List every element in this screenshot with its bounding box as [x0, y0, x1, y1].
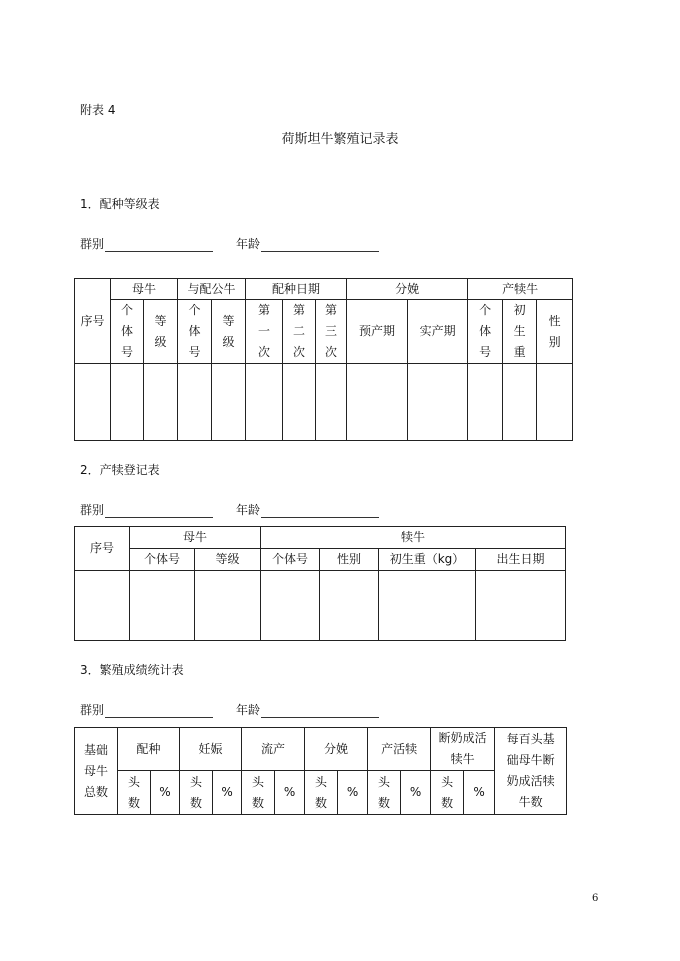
col-birth-weight: 初 生 重 [503, 300, 537, 364]
col-actual-date: 实产期 [408, 300, 468, 364]
group-label: 群别 [80, 237, 105, 251]
col-calf: 产犊牛 [468, 279, 573, 300]
col-pregnancy: 妊娠 [180, 728, 242, 771]
breeding-grade-table [74, 278, 573, 441]
page-title: 荷斯坦牛繁殖记录表 [281, 132, 399, 147]
col-weaned-pct: % [464, 771, 495, 815]
col-weaned-heads: 头 数 [431, 771, 464, 815]
section3-heading: 3．繁殖成绩统计表 [80, 663, 184, 677]
col-cow-grade: 等 级 [144, 300, 178, 364]
age-label: 年龄 [236, 703, 261, 717]
section3-age-field [236, 701, 379, 718]
table-row [75, 364, 573, 441]
section1-group-field [80, 235, 213, 252]
col-birth-weight: 初生重（kg） [379, 549, 476, 571]
col-bull-grade: 等 级 [212, 300, 246, 364]
col-cow-grade: 等级 [195, 549, 261, 571]
group-input-line[interactable] [105, 505, 213, 518]
section1-heading: 1．配种等级表 [80, 197, 160, 211]
col-cow: 母牛 [111, 279, 178, 300]
col-calf-sex: 性别 [320, 549, 379, 571]
col-mating-heads: 头 数 [118, 771, 151, 815]
col-birth-date: 出生日期 [476, 549, 566, 571]
page-number: 6 [592, 893, 599, 904]
age-input-line[interactable] [261, 505, 379, 518]
col-second-mating: 第 二 次 [283, 300, 316, 364]
col-calf: 犊牛 [261, 527, 566, 549]
col-third-mating: 第 三 次 [316, 300, 347, 364]
col-sex: 性 别 [537, 300, 573, 364]
col-live-calf: 产活犊 [368, 728, 431, 771]
calving-register-table [74, 526, 566, 641]
col-calving: 分娩 [347, 279, 468, 300]
age-label: 年龄 [236, 503, 261, 517]
col-seq: 序号 [75, 279, 111, 364]
col-base-cows: 基础 母牛 总数 [75, 728, 118, 815]
appendix-label: 附表 4 [80, 103, 116, 117]
col-pregnancy-pct: % [213, 771, 242, 815]
col-calf-id: 个 体 号 [468, 300, 503, 364]
section2-group-field [80, 501, 213, 518]
col-calving-pct: % [338, 771, 368, 815]
col-seq: 序号 [75, 527, 130, 571]
section3-group-field [80, 701, 213, 718]
col-weaned-calf: 断奶成活 犊牛 [431, 728, 495, 771]
col-mating: 配种 [118, 728, 180, 771]
col-bull: 与配公牛 [178, 279, 246, 300]
group-input-line[interactable] [105, 705, 213, 718]
col-cow-id: 个体号 [130, 549, 195, 571]
col-first-mating: 第 一 次 [246, 300, 283, 364]
col-live-calf-pct: % [401, 771, 431, 815]
table-row [75, 571, 566, 641]
group-label: 群别 [80, 703, 105, 717]
col-live-calf-heads: 头 数 [368, 771, 401, 815]
group-label: 群别 [80, 503, 105, 517]
age-label: 年龄 [236, 237, 261, 251]
col-abortion-pct: % [275, 771, 305, 815]
col-mating-date: 配种日期 [246, 279, 347, 300]
col-calf-id: 个体号 [261, 549, 320, 571]
col-calving: 分娩 [305, 728, 368, 771]
col-cow-id: 个 体 号 [111, 300, 144, 364]
section2-heading: 2．产犊登记表 [80, 463, 160, 477]
col-abortion-heads: 头 数 [242, 771, 275, 815]
group-input-line[interactable] [105, 239, 213, 252]
section1-age-field [236, 235, 379, 252]
col-expected-date: 预产期 [347, 300, 408, 364]
col-bull-id: 个 体 号 [178, 300, 212, 364]
col-pregnancy-heads: 头 数 [180, 771, 213, 815]
col-cow: 母牛 [130, 527, 261, 549]
section2-age-field [236, 501, 379, 518]
col-per-hundred: 每百头基 础母牛断 奶成活犊 牛数 [495, 728, 567, 815]
breeding-stats-table [74, 727, 567, 815]
col-mating-pct: % [151, 771, 180, 815]
age-input-line[interactable] [261, 705, 379, 718]
col-abortion: 流产 [242, 728, 305, 771]
col-calving-heads: 头 数 [305, 771, 338, 815]
age-input-line[interactable] [261, 239, 379, 252]
